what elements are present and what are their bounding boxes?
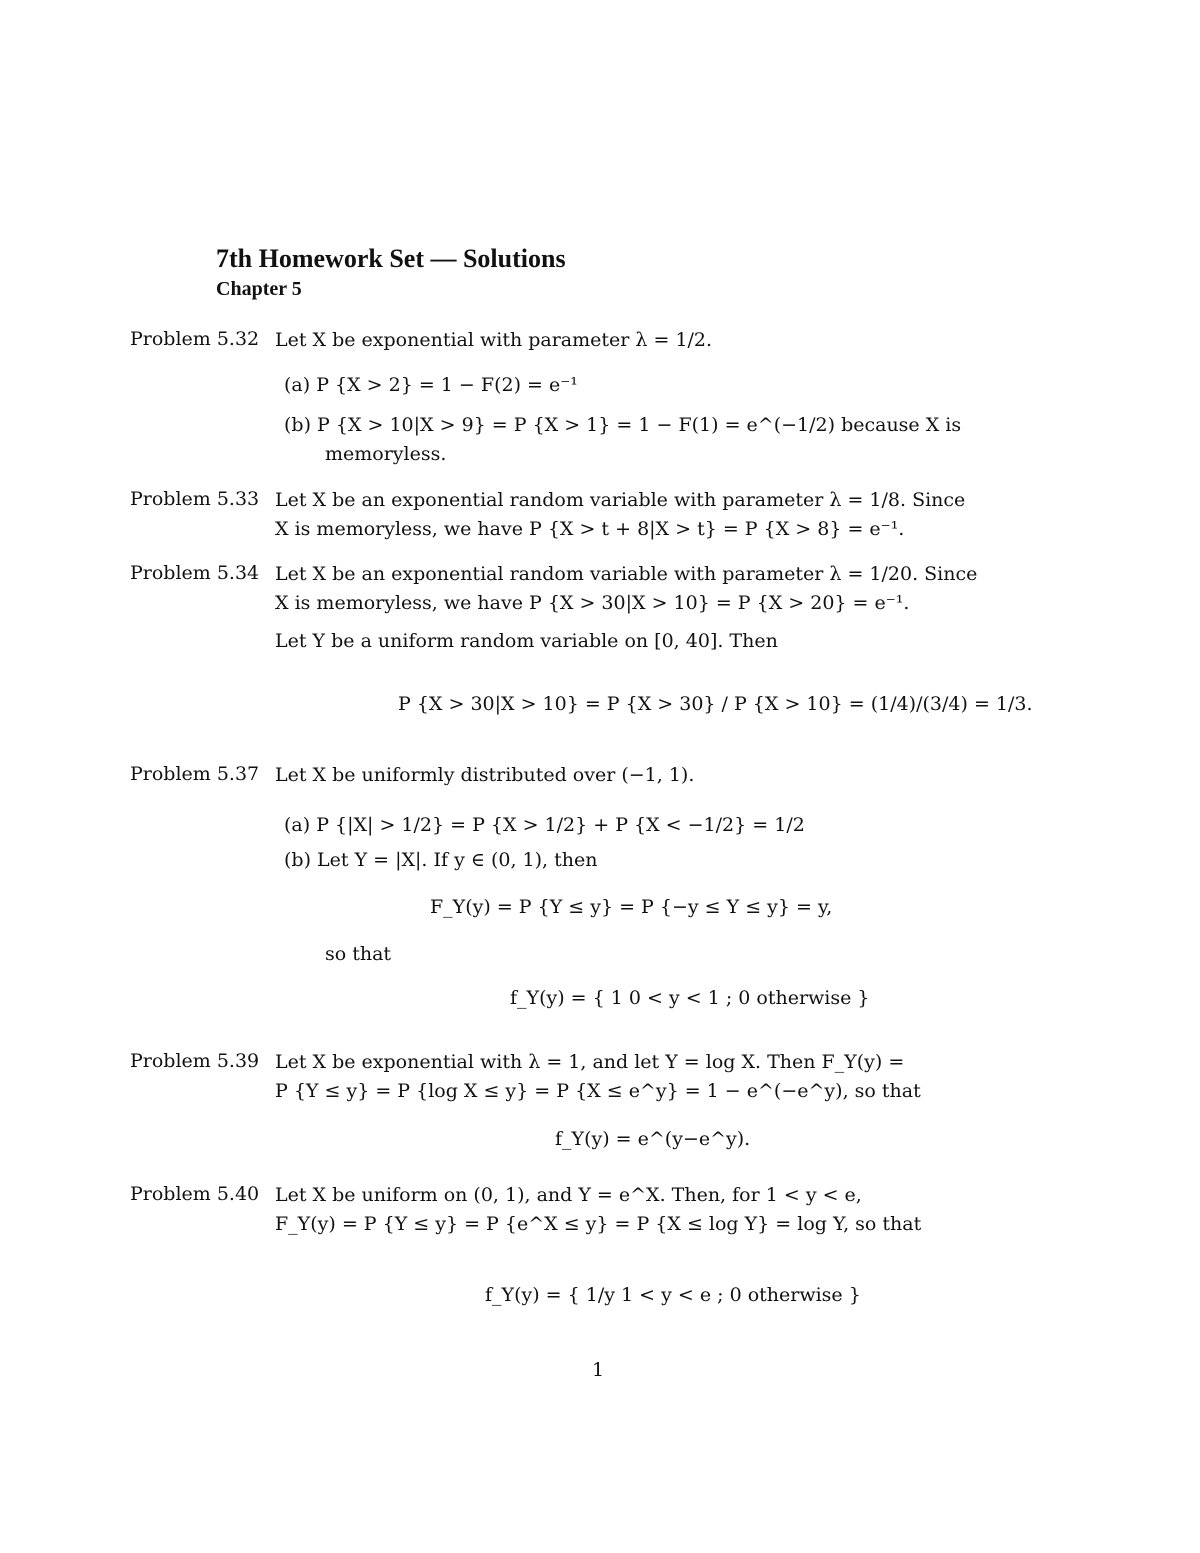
problem-5-37-part-a: (a) P {|X| > 1/2} = P {X > 1/2} + P {X < −1/2} = 1/2	[284, 814, 805, 836]
problem-5-40-line-1: Let X be uniform on (0, 1), and Y = e^X. Then, for 1 < y < e,	[275, 1184, 862, 1206]
problem-5-34-line-1: Let X be an exponential random variable with parameter λ = 1/20. Since	[275, 563, 978, 585]
page-number: 1	[592, 1359, 605, 1381]
problem-5-33-line-1: Let X be an exponential random variable with parameter λ = 1/8. Since	[275, 489, 966, 511]
problem-label-5-37: Problem 5.37	[130, 763, 260, 785]
chapter-subtitle: Chapter 5	[216, 278, 302, 300]
problem-5-34-line-3: Let Y be a uniform random variable on [0, 40]. Then	[275, 630, 778, 652]
problem-label-5-33: Problem 5.33	[130, 488, 260, 510]
problem-5-32-part-b: (b) P {X > 10|X > 9} = P {X > 1} = 1 − F(1) = e^(−1/2) because X is	[284, 414, 962, 436]
problem-5-33-line-2: X is memoryless, we have P {X > t + 8|X > t} = P {X > 8} = e⁻¹.	[275, 518, 905, 540]
page-title: 7th Homework Set — Solutions	[216, 244, 566, 273]
problem-label-5-34: Problem 5.34	[130, 562, 260, 584]
problem-5-37-cdf-equation: F_Y(y) = P {Y ≤ y} = P {−y ≤ Y ≤ y} = y,	[430, 896, 833, 918]
problem-5-34-line-2: X is memoryless, we have P {X > 30|X > 10} = P {X > 20} = e⁻¹.	[275, 592, 910, 614]
problem-5-40-line-2: F_Y(y) = P {Y ≤ y} = P {e^X ≤ y} = P {X ≤ log Y} = log Y, so that	[275, 1213, 922, 1235]
problem-label-5-40: Problem 5.40	[130, 1183, 260, 1205]
problem-5-39-line-2: P {Y ≤ y} = P {log X ≤ y} = P {X ≤ e^y} = 1 − e^(−e^y), so that	[275, 1080, 921, 1102]
problem-5-32-part-a: (a) P {X > 2} = 1 − F(2) = e⁻¹	[284, 374, 578, 396]
problem-5-32-statement: Let X be exponential with parameter λ = 1/2.	[275, 329, 713, 351]
problem-5-39-line-1: Let X be exponential with λ = 1, and let Y = log X. Then F_Y(y) =	[275, 1051, 905, 1073]
problem-5-32-part-b-cont: memoryless.	[325, 443, 447, 465]
problem-5-37-part-b: (b) Let Y = |X|. If y ∈ (0, 1), then	[284, 849, 598, 871]
problem-5-34-display-equation: P {X > 30|X > 10} = P {X > 30} / P {X > 10} = (1/4)/(3/4) = 1/3.	[398, 693, 1033, 715]
problem-5-39-pdf: f_Y(y) = e^(y−e^y).	[555, 1128, 751, 1150]
problem-label-5-32: Problem 5.32	[130, 328, 260, 350]
problem-label-5-39: Problem 5.39	[130, 1050, 260, 1072]
problem-5-37-statement: Let X be uniformly distributed over (−1, 1).	[275, 764, 695, 786]
problem-5-40-pdf-cases: f_Y(y) = { 1/y 1 < y < e ; 0 otherwise }	[485, 1284, 861, 1306]
problem-5-37-so-that: so that	[325, 943, 392, 965]
problem-5-37-pdf-cases: f_Y(y) = { 1 0 < y < 1 ; 0 otherwise }	[510, 987, 870, 1009]
